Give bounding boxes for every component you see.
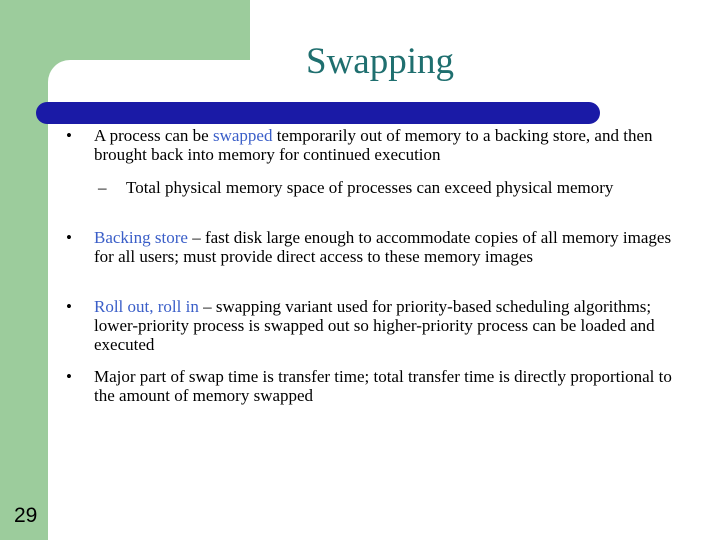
highlight-term: swapped [212,126,273,145]
highlight-term: Backing store [94,228,188,247]
slide-title: Swapping [306,41,454,82]
bullet-text: A process can be [94,126,213,145]
bullet-marker: • [66,228,72,247]
slide-number: 29 [14,504,38,527]
bullet-text: temporarily out of memory to a backing store, and then brought back into memory for continued execution [94,126,653,164]
bullet-marker: • [66,367,72,386]
sub-bullet-text: Total physical memory space of processes can exceed physical memory [126,178,614,197]
bullet-text: Major part of swap time is transfer time; total transfer time is directly proportional to the amount of memory swapped [94,367,672,405]
bullet-marker: • [66,297,72,316]
bullet-text: – fast disk large enough to accommodate copies of all memory images for all users; must provide direct access to these memory images [94,228,672,266]
bullet-item [66,297,694,354]
dash-marker: – [98,178,107,197]
sub-bullet-item [98,178,666,197]
bullet-item [66,367,694,405]
bullet-item [66,228,694,266]
bullet-item [66,126,694,164]
highlight-term: Roll out, roll in [94,297,199,316]
bullet-text: – swapping variant used for priority-based scheduling algorithms; lower-priority process is swapped out so higher-priority process can be loaded and executed [94,297,655,354]
bullet-marker: • [66,126,72,145]
